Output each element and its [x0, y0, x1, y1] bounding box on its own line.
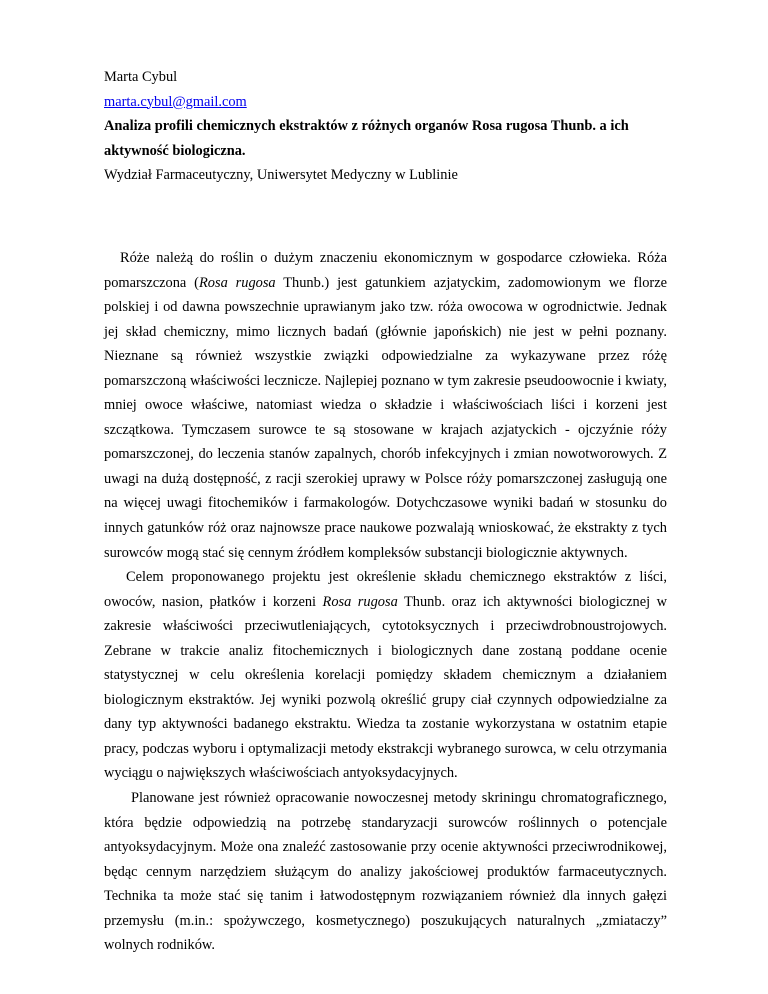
paragraph-2 [104, 565, 667, 786]
document-body [104, 246, 667, 958]
paragraph-1-text-b: Thunb.) jest gatunkiem azjatyckim, zadomowionym we florze polskiej i od dawna powszechnie uprawianym jako tzw. róża owocowa w ogrodnictwie. Jednak jej skład chemiczny, mimo licznych badań (głównie japońskich) nie jest w pełni poznany. Nieznane są również wszystkie związki odpowiedzialne za wykazywane przez różę pomarszczoną właściwości lecznicze. Najlepiej poznano w tym zakresie pseudoowocnie i kwiaty, mniej owoce właściwe, natomiast wiedza o składzie i właściwościach liści i korzeni jest szczątkowa. Tymczasem surowce te są stosowane w krajach azjatyckich - ojczyźnie róży pomarszczonej, do leczenia stanów zapalnych, chorób infekcyjnych i zmian nowotworowych. Z uwagi na dużą dostępność, z racji szerokiej uprawy w Polsce róży pomarszczonej zasługują one na więcej uwagi fitochemików i farmakologów. Dotychczasowe wyniki badań w stosunku do innych gatunków róż oraz najnowsze prace naukowe pozwalają wnioskować, że ekstrakty z tych surowców mogą stać się cennym źródłem kompleksów substancji biologicznie aktywnych. [104, 274, 667, 561]
document-title-line-1: Analiza profili chemicznych ekstraktów z różnych organów Rosa rugosa Thunb. a ich [104, 118, 629, 135]
paragraph-1 [104, 246, 667, 565]
paragraph-1-text-a: Róże należą do roślin o dużym znaczeniu ekonomicznym w gospodarce człowieka. Róża pomarszczona ( [104, 250, 667, 291]
paragraph-2-text-a: Celem proponowanego projektu jest określenie składu chemicznego ekstraktów z liści, owoców, nasion, płatków i korzeni [104, 569, 667, 610]
species-name-italic: Rosa rugosa [198, 274, 276, 291]
author-name: Marta Cybul [104, 69, 178, 85]
species-name-italic: Rosa rugosa [322, 593, 398, 610]
paragraph-3: Planowane jest również opracowanie nowoczesnej metody skriningu chromatograficznego, która będzie odpowiedzią na potrzebę standaryzacji surowców roślinnych o potencjale antyoksydacyjnym. Może ona znaleźć zastosowanie przy ocenie aktywności przeciwrodnikowej, będąc cennym narzędziem służącym do analizy jakościowej produktów farmaceutycznych. Technika ta może stać się tanim i łatwodostępnym rozwiązaniem również dla innych gałęzi przemysłu (m.in.: spożywczego, kosmetycznego) poszukujących naturalnych „zmiataczy” wolnych rodników. [104, 790, 667, 954]
affiliation: Wydział Farmaceutyczny, Uniwersytet Medyczny w Lublinie [104, 167, 458, 184]
document-title-line-2: aktywność biologiczna. [104, 142, 246, 159]
paragraph-2-text-b: Thunb. oraz ich aktywności biologicznej w zakresie właściwości przeciwutleniających, cytotoksycznych i przeciwdrobnoustrojowych. Zebrane w trakcie analiz fitochemicznych i biologicznych dane zostaną poddane ocenie statystycznej w celu określenia korelacji pomiędzy składem chemicznym a działaniem biologicznym ekstraktów. Jej wyniki pozwolą określić grupy ciał czynnych odpowiedzialne za dany typ aktywności badanego ekstraktu. Wiedza ta zostanie wykorzystana w ostatnim etapie pracy, podczas wyboru i optymalizacji metody ekstrakcji wybranego surowca, w celu otrzymania wyciągu o największych właściwościach antyoksydacyjnych. [104, 593, 667, 782]
document-header [104, 65, 704, 188]
author-email-link[interactable]: marta.cybul@gmail.com [104, 93, 247, 110]
